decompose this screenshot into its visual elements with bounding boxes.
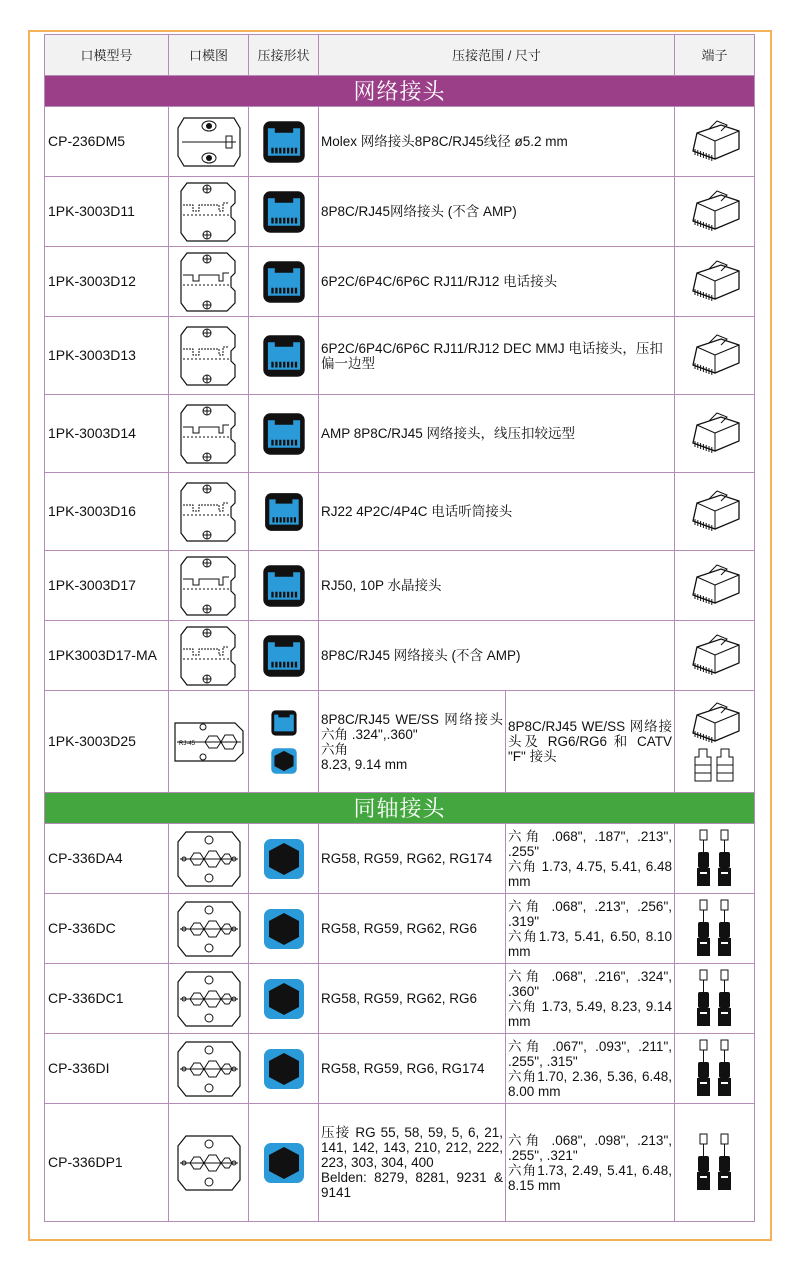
cable-text: RG58, RG59, RG62, RG6	[321, 991, 478, 1006]
die-cell	[169, 1034, 249, 1104]
terminal-cell	[675, 247, 755, 317]
die-cell	[169, 247, 249, 317]
die-cell	[169, 824, 249, 894]
rj-crimp-shape-icon	[261, 333, 307, 379]
rj-crimp-shape-icon	[261, 563, 307, 609]
hex-crimp-shape-icon	[262, 907, 306, 951]
d25-desc-b: 8P8C/RJ45 WE/SS 网络接头及 RG6/RG6 和 CATV "F" 接头	[508, 719, 672, 764]
coax-row	[45, 894, 755, 964]
network-row	[45, 473, 755, 551]
shape-cell	[249, 107, 319, 177]
shape-cell	[249, 247, 319, 317]
shape-cell	[249, 894, 319, 964]
cable-text: RG58, RG59, RG62, RG6	[321, 921, 478, 936]
shape-cell	[249, 1034, 319, 1104]
die-cell	[169, 551, 249, 621]
cable-cell	[319, 1034, 506, 1104]
shape-cell	[249, 621, 319, 691]
network-row	[45, 177, 755, 247]
size-cell	[506, 1104, 675, 1222]
cable-text: 压接 RG 55, 58, 59, 5, 6, 21, 141, 142, 143, 210, 212, 222, 223, 303, 304, 400 Belden: 8279, 8281, 9231 & 9141	[321, 1125, 503, 1200]
range-cell: 8P8C/RJ45网络接头 (不含 AMP)	[319, 177, 675, 247]
size-text: 六角 .068", .213", .256", .319" 六角1.73, 5.41, 6.50, 8.10 mm	[508, 898, 672, 959]
rj-plug-icon	[687, 259, 743, 305]
coax-connector-icon	[695, 1132, 735, 1194]
die-cell	[169, 691, 249, 793]
header-range: 压接范围 / 尺寸	[319, 35, 675, 76]
range-cell: RJ50, 10P 水晶接头	[319, 551, 675, 621]
terminal-cell	[675, 551, 755, 621]
terminal-cell	[675, 1034, 755, 1104]
terminal-cell	[675, 964, 755, 1034]
shape-cell	[249, 177, 319, 247]
shape-cell	[249, 473, 319, 551]
model-cell: 1PK-3003D11	[45, 177, 169, 247]
coax-row	[45, 824, 755, 894]
size-cell	[506, 1034, 675, 1104]
rj-plug-icon	[687, 119, 743, 165]
cable-text: RG58, RG59, RG6, RG174	[321, 1061, 485, 1076]
coax-connector-icon	[695, 1038, 735, 1100]
terminal-cell	[675, 107, 755, 177]
coax-connector-icon	[695, 968, 735, 1030]
rj-crimp-shape-icon	[263, 491, 305, 533]
rj-plug-icon	[687, 633, 743, 679]
terminal-cell	[675, 317, 755, 395]
hex-crimp-shape-icon	[262, 1047, 306, 1091]
header-model: 口模型号	[45, 35, 169, 76]
die-cell	[169, 317, 249, 395]
model-cell: 1PK-3003D25	[45, 691, 169, 793]
crimp-die-table	[44, 34, 755, 1222]
rj-plug-icon	[687, 489, 743, 535]
model-cell: CP-336DP1	[45, 1104, 169, 1222]
die-cell	[169, 894, 249, 964]
size-cell	[506, 894, 675, 964]
header-shape: 压接形状	[249, 35, 319, 76]
table-header-row	[45, 35, 755, 76]
f-connector-icon	[693, 747, 737, 783]
rj-plug-icon	[687, 189, 743, 235]
die-profile-icon	[179, 325, 239, 387]
cable-cell	[319, 964, 506, 1034]
coax-die-profile-icon	[176, 900, 242, 958]
network-row	[45, 317, 755, 395]
model-cell: 1PK-3003D13	[45, 317, 169, 395]
coax-connector-icon	[695, 898, 735, 960]
shape-cell	[249, 964, 319, 1034]
model-cell: CP-236DM5	[45, 107, 169, 177]
rj-crimp-shape-icon	[261, 259, 307, 305]
range-cell: RJ22 4P2C/4P4C 电话听筒接头	[319, 473, 675, 551]
header-terminal: 端子	[675, 35, 755, 76]
range-cell: 6P2C/6P4C/6P6C RJ11/RJ12 DEC MMJ 电话接头，压扣偏一边型	[319, 317, 675, 395]
hex-crimp-shape-icon	[270, 747, 298, 775]
section-network-row	[45, 76, 755, 107]
rj-plug-icon	[687, 563, 743, 609]
die-profile-icon	[179, 251, 239, 313]
model-cell: CP-336DI	[45, 1034, 169, 1104]
model-cell: CP-336DC	[45, 894, 169, 964]
d25-desc-a: 8P8C/RJ45 WE/SS 网络接头六角 .324",.360" 六角 8.23, 9.14 mm	[321, 711, 503, 772]
network-row	[45, 247, 755, 317]
coax-die-profile-icon	[176, 830, 242, 888]
shape-cell	[249, 395, 319, 473]
rj-plug-icon	[687, 333, 743, 379]
die-cell	[169, 177, 249, 247]
hex-crimp-shape-icon	[262, 837, 306, 881]
section-coax-title: 同轴接头	[45, 793, 755, 824]
rj-plug-icon	[687, 411, 743, 457]
cable-text: RG58, RG59, RG62, RG174	[321, 851, 493, 866]
model-cell: CP-336DC1	[45, 964, 169, 1034]
terminal-cell	[675, 691, 755, 793]
size-text: 六角 .068", .187", .213", .255" 六角 1.73, 4.75, 5.41, 6.48 mm	[508, 828, 672, 889]
shape-cell	[249, 551, 319, 621]
model-cell: 1PK3003D17-MA	[45, 621, 169, 691]
network-row	[45, 395, 755, 473]
die-profile-icon	[176, 114, 242, 170]
shape-cell	[249, 824, 319, 894]
die-label: RJ-45	[178, 740, 195, 747]
size-cell	[506, 824, 675, 894]
die-cell	[169, 1104, 249, 1222]
coax-row	[45, 964, 755, 1034]
model-cell: 1PK-3003D16	[45, 473, 169, 551]
coax-row	[45, 1034, 755, 1104]
model-cell: 1PK-3003D17	[45, 551, 169, 621]
range-cell-a	[319, 691, 506, 793]
terminal-cell	[675, 894, 755, 964]
network-row-d25	[45, 691, 755, 793]
size-cell	[506, 964, 675, 1034]
size-text: 六角 .068", .216", .324", .360" 六角 1.73, 5.49, 8.23, 9.14 mm	[508, 968, 672, 1029]
range-cell: Molex 网络接头8P8C/RJ45线径 ø5.2 mm	[319, 107, 675, 177]
network-row	[45, 621, 755, 691]
shape-cell	[249, 1104, 319, 1222]
d25-die-profile-icon	[173, 717, 245, 767]
coax-die-profile-icon	[176, 1040, 242, 1098]
section-network-title: 网络接头	[45, 76, 755, 107]
cable-cell	[319, 894, 506, 964]
rj-crimp-shape-icon	[261, 189, 307, 235]
section-coax-row	[45, 793, 755, 824]
die-cell	[169, 621, 249, 691]
rj-plug-icon	[687, 701, 743, 747]
range-cell: AMP 8P8C/RJ45 网络接头，线压扣较远型	[319, 395, 675, 473]
hex-crimp-shape-icon	[262, 977, 306, 1021]
die-profile-icon	[179, 181, 239, 243]
rj-crimp-shape-icon	[261, 411, 307, 457]
coax-die-profile-icon	[176, 1134, 242, 1192]
rj-crimp-shape-icon	[261, 119, 307, 165]
terminal-cell	[675, 177, 755, 247]
die-cell	[169, 395, 249, 473]
die-cell	[169, 107, 249, 177]
rj-crimp-shape-icon	[261, 633, 307, 679]
model-cell: 1PK-3003D12	[45, 247, 169, 317]
die-cell	[169, 473, 249, 551]
model-cell: 1PK-3003D14	[45, 395, 169, 473]
range-cell: 6P2C/6P4C/6P6C RJ11/RJ12 电话接头	[319, 247, 675, 317]
range-cell-b	[506, 691, 675, 793]
size-text: 六角 .067", .093", .211", .255", .315" 六角1.70, 2.36, 5.36, 6.48, 8.00 mm	[508, 1038, 672, 1099]
die-profile-icon	[179, 555, 239, 617]
shape-cell	[249, 691, 319, 793]
terminal-cell	[675, 824, 755, 894]
header-die: 口模图	[169, 35, 249, 76]
shape-cell	[249, 317, 319, 395]
die-cell	[169, 964, 249, 1034]
size-text: 六角 .068", .098", .213", .255", .321" 六角1.73, 2.49, 5.41, 6.48, 8.15 mm	[508, 1132, 672, 1193]
network-row	[45, 551, 755, 621]
hex-crimp-shape-icon	[262, 1141, 306, 1185]
cable-cell	[319, 1104, 506, 1222]
model-cell: CP-336DA4	[45, 824, 169, 894]
die-profile-icon	[179, 403, 239, 465]
die-profile-icon	[179, 481, 239, 543]
coax-connector-icon	[695, 828, 735, 890]
coax-die-profile-icon	[176, 970, 242, 1028]
cable-cell	[319, 824, 506, 894]
terminal-cell	[675, 1104, 755, 1222]
die-profile-icon	[179, 625, 239, 687]
terminal-cell	[675, 621, 755, 691]
network-row	[45, 107, 755, 177]
coax-row	[45, 1104, 755, 1222]
range-cell: 8P8C/RJ45 网络接头 (不含 AMP)	[319, 621, 675, 691]
rj-crimp-shape-icon	[270, 709, 298, 737]
terminal-cell	[675, 395, 755, 473]
terminal-cell	[675, 473, 755, 551]
